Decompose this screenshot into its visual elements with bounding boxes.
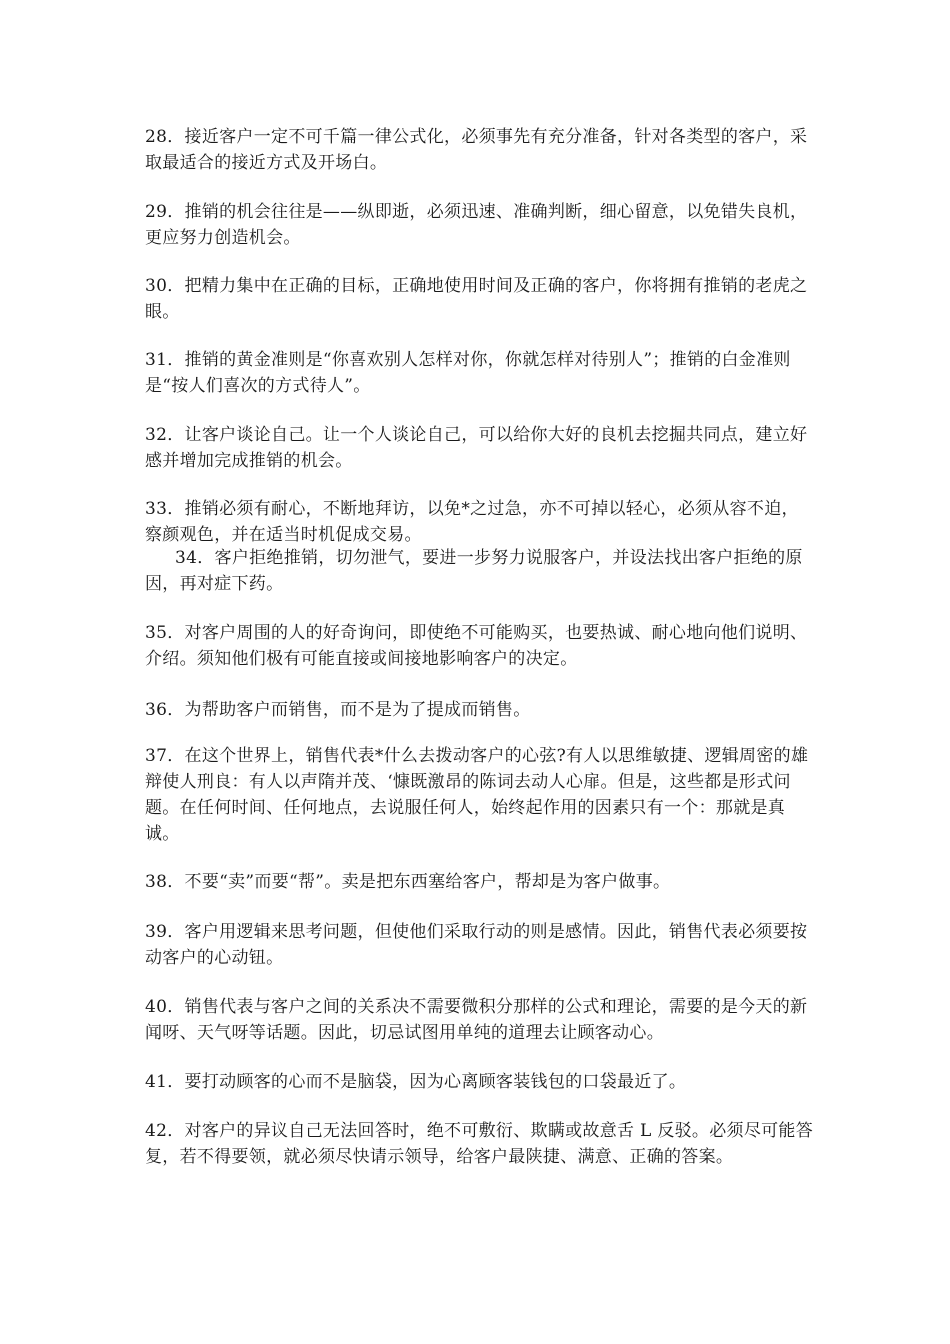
paragraph-28: 28．接近客户一定不可千篇一律公式化，必须事先有充分准备，针对各类型的客户，采取最适合的接近方式及开场白。: [145, 127, 808, 173]
paragraph-30: 30．把精力集中在正确的目标，正确地使用时间及正确的客户，你将拥有推销的老虎之眼。: [145, 276, 808, 322]
paragraph-31: 31．推销的黄金准则是“你喜欢别人怎样对你，你就怎样对待别人”；推销的白金准则是“按人们喜次的方式待人”。: [145, 350, 791, 396]
paragraph-39: 39．客户用逻辑来思考问题，但使他们采取行动的则是感情。因此，销售代表必须要按动客户的心动钮。: [145, 922, 808, 968]
paragraph-34: 34．客户拒绝推销，切勿泄气，要进一步努力说服客户，并设法找出客户拒绝的原因，再对症下药。: [145, 548, 803, 594]
paragraph-29: 29．推销的机会往往是——纵即逝，必须迅速、准确判断，细心留意，以免错失良机，更应努力创造机会。: [145, 202, 808, 248]
paragraph-40: 40．销售代表与客户之间的关系决不需要微积分那样的公式和理论，需要的是今天的新闻呀、天气呀等话题。因此，切忌试图用单纯的道理去让顾客动心。: [145, 997, 808, 1043]
paragraph-38: 38．不要“卖”而要“帮”。卖是把东西塞给客户，帮却是为客户做事。: [145, 872, 671, 892]
paragraph-36: 36．为帮助客户而销售，而不是为了提成而销售。: [145, 700, 531, 720]
paragraph-42: 42．对客户的异议自己无法回答时，绝不可敷衍、欺瞒或故意舌 L 反驳。必须尽可能答复，若不得要领，就必须尽快请示领导，给客户最陕捷、满意、正确的答案。: [145, 1121, 814, 1167]
paragraph-33: 33．推销必须有耐心，不断地拜访，以免*之过急，亦不可掉以轻心，必须从容不迫，察颜观色，并在适当时机促成交易。: [145, 499, 799, 545]
paragraph-41: 41．要打动顾客的心而不是脑袋，因为心离顾客装钱包的口袋最近了。: [145, 1072, 687, 1092]
paragraph-32: 32．让客户谈论自己。让一个人谈论自己，可以给你大好的良机去挖掘共同点，建立好感并增加完成推销的机会。: [145, 425, 808, 471]
paragraph-37: 37．在这个世界上，销售代表*什么去拨动客户的心弦?有人以思维敏捷、逻辑周密的雄辩使人刑良：有人以声隋并茂、‘慷既激昂的陈词去动人心扉。但是，这些都是形式问题。在任何时间、任何地点，去说服任何人，始终起作用的因素只有一个：那就是真诚。: [145, 746, 809, 844]
paragraph-35: 35．对客户周围的人的好奇询问，即使绝不可能购买，也要热诚、耐心地向他们说明、介绍。须知他们极有可能直接或间接地影响客户的决定。: [145, 623, 808, 669]
